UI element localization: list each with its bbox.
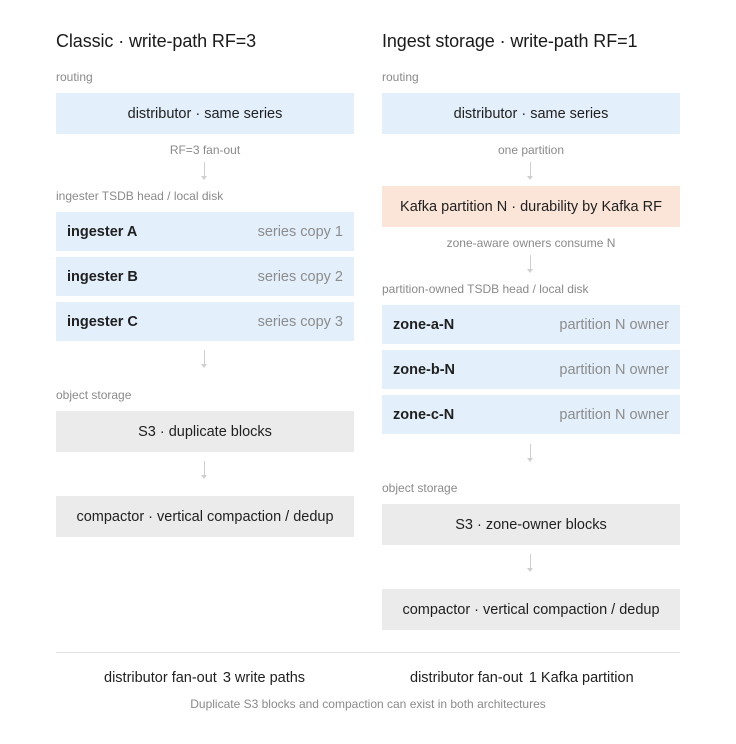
ingest-s3-box: S3 · zone-owner blocks (382, 504, 680, 545)
ingest-fanout-stat (410, 670, 634, 686)
classic-ingester-section-label: ingester TSDB head / local disk (56, 189, 224, 203)
zone-b-owner (382, 350, 680, 389)
classic-arrow-1 (204, 162, 206, 176)
ingest-routing-label: routing (382, 70, 419, 84)
zone-c-owner (382, 395, 680, 434)
ingest-arrow-3 (530, 444, 532, 458)
ingester-note: series copy 3 (257, 313, 343, 330)
classic-ingester-a (56, 212, 354, 251)
owner-note: partition N owner (559, 316, 669, 333)
ingester-note: series copy 2 (257, 268, 343, 285)
owner-note: partition N owner (559, 406, 669, 423)
owner-note: partition N owner (559, 361, 669, 378)
ingest-arrow-4 (530, 554, 532, 568)
ingester-name: ingester A (67, 223, 138, 240)
classic-fanout-label: RF=3 fan-out (169, 143, 241, 157)
footnote: Duplicate S3 blocks and compaction can exist in both architectures (190, 697, 546, 711)
classic-arrow-2 (204, 350, 206, 364)
ingest-compactor-box: compactor · vertical compaction / dedup (382, 589, 680, 630)
classic-fanout-stat (104, 670, 305, 686)
owner-name: zone-a-N (393, 316, 455, 333)
classic-s3-box: S3 · duplicate blocks (56, 411, 354, 452)
classic-title: Classic · write-path RF=3 (56, 31, 257, 51)
classic-routing-label: routing (56, 70, 93, 84)
classic-object-storage-label: object storage (56, 388, 132, 402)
stat-value: 3 write paths (222, 670, 306, 686)
ingest-object-storage-label: object storage (382, 481, 458, 495)
owner-name: zone-c-N (393, 406, 455, 423)
owner-name: zone-b-N (393, 361, 456, 378)
classic-distributor-box: distributor · same series (56, 93, 354, 134)
ingest-owner-section-label: partition-owned TSDB head / local disk (382, 282, 589, 296)
ingest-arrow-1 (530, 162, 532, 176)
classic-compactor-box: compactor · vertical compaction / dedup (56, 496, 354, 537)
ingester-name: ingester B (67, 268, 138, 285)
ingest-arrow-2 (530, 255, 532, 269)
summary-divider (56, 652, 680, 653)
zone-a-owner (382, 305, 680, 344)
stat-value: 1 Kafka partition (528, 670, 634, 686)
ingester-name: ingester C (67, 313, 138, 330)
classic-ingester-b (56, 257, 354, 296)
stat-label: distributor fan-out (410, 670, 523, 686)
ingest-distributor-box: distributor · same series (382, 93, 680, 134)
ingester-note: series copy 1 (257, 223, 343, 240)
classic-ingester-c (56, 302, 354, 341)
stat-label: distributor fan-out (104, 670, 217, 686)
ingest-title: Ingest storage · write-path RF=1 (382, 31, 638, 51)
kafka-partition-box: Kafka partition N · durability by Kafka RF (382, 186, 680, 227)
classic-arrow-3 (204, 461, 206, 475)
ingest-partition-label: one partition (497, 143, 565, 157)
ingest-consume-label: zone-aware owners consume N (446, 236, 616, 250)
